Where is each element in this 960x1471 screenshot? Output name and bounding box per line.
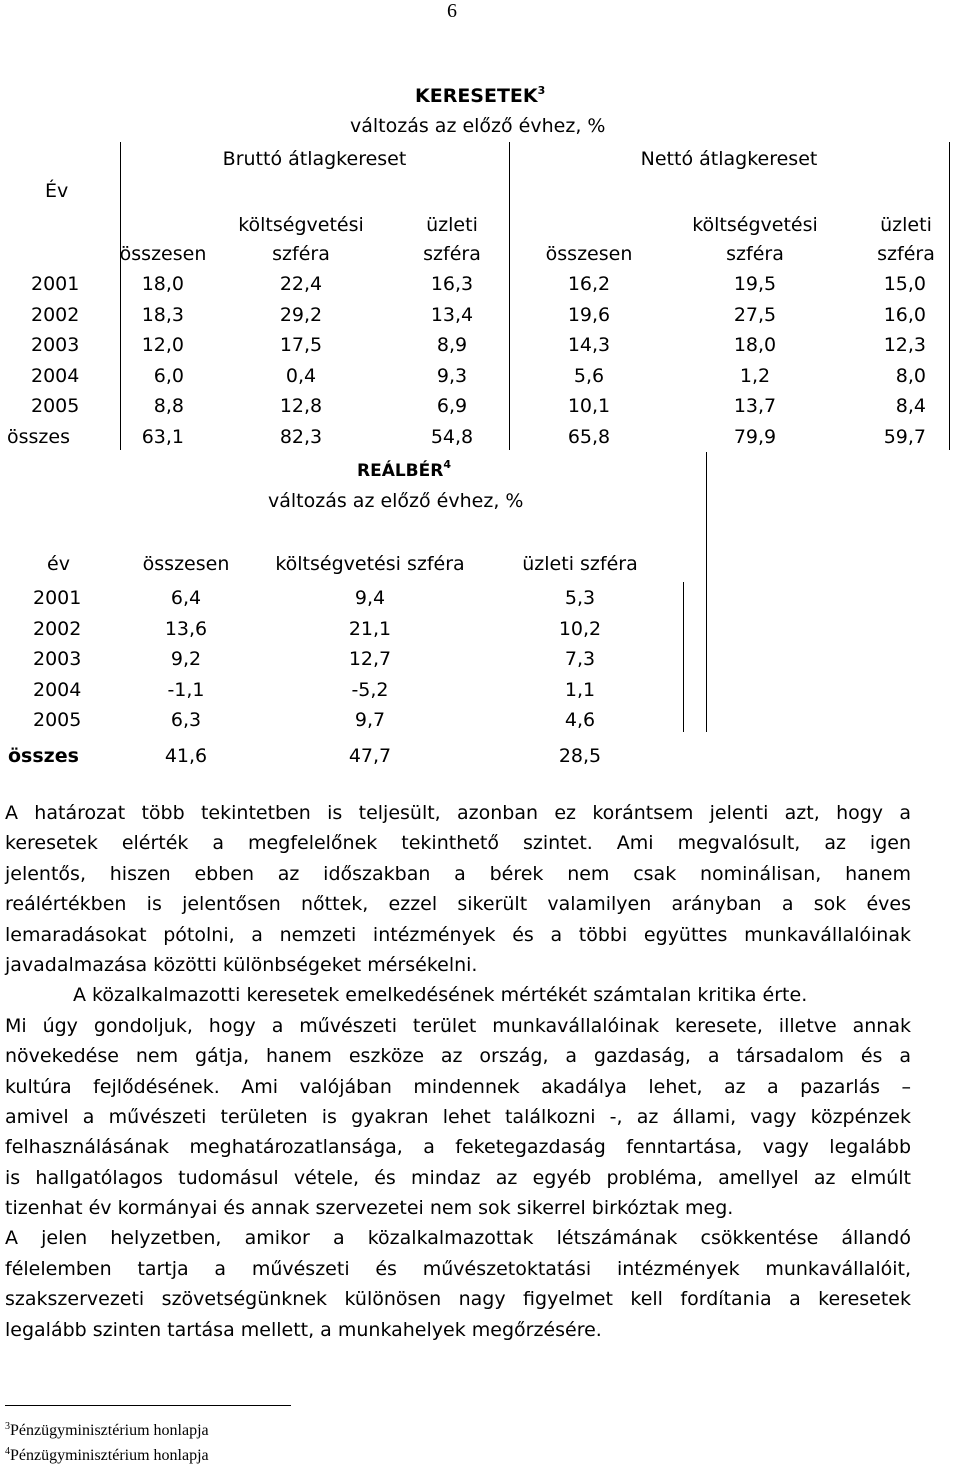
table1-row-label: 2003	[31, 334, 80, 356]
table1-cell: 8,8	[153, 395, 184, 417]
table2-cell: 12,7	[348, 648, 392, 670]
text-line: kultúra fejlődésének. Ami valójában mindennek akadálya lehet, az a pazarlás –	[5, 1075, 911, 1098]
table1-cell: 16,3	[430, 273, 474, 295]
text-line: növekedése nem gátja, hanem eszköze az ország, a gazdaság, a társadalom és a	[5, 1045, 911, 1068]
table1-row-label: 2005	[31, 395, 80, 417]
table1-cell: 18,0	[733, 334, 777, 356]
text-line: reálértékben is jelentősen nőttek, ezzel sikerült valamilyen arányban a sok éves	[5, 893, 911, 916]
text-line: legalább szinten tartása mellett, a munkahelyek megőrzésére.	[5, 1318, 602, 1341]
table1-header-ev: Év	[45, 180, 69, 202]
table1-cell: 16,2	[567, 273, 611, 295]
table2-row-label: 2002	[33, 617, 82, 640]
table1-title	[415, 84, 545, 107]
table2-header-uzleti: üzleti szféra	[522, 553, 638, 575]
table1-cell: 63,1	[141, 425, 184, 448]
table2-row-label: 2001	[33, 587, 82, 609]
table1-cell: 14,3	[567, 334, 611, 356]
table1-cell: 13,7	[733, 395, 777, 417]
table1-cell: 29,2	[279, 303, 323, 326]
footnote-4	[5, 1446, 209, 1465]
text-line: jelentős, hiszen ebben az időszakban a bérek nem csak nominálisan, hanem	[5, 862, 911, 885]
text-line: A jelen helyzetben, amikor a közalkalmazottak létszámának csökkentése állandó	[5, 1227, 911, 1250]
table2-total-uzleti: 28,5	[558, 745, 602, 767]
table1-cell: 9,3	[436, 364, 468, 387]
table1-cell: 5,6	[573, 364, 605, 387]
table1-cell: 18,3	[141, 303, 184, 326]
table1-cell: 19,6	[567, 303, 611, 326]
table1-cell: 12,3	[883, 334, 926, 356]
table2-header-kolt: költségvetési szféra	[275, 553, 465, 575]
table1-sub-osszesen-2: összesen	[545, 243, 633, 265]
table1-cell: 27,5	[733, 303, 777, 326]
table2-cell: -5,2	[351, 678, 389, 701]
table2-cell: 9,7	[354, 709, 386, 731]
table2-border-inner	[683, 582, 684, 732]
table2-header-ev: év	[47, 553, 70, 575]
footnote-4-mark: 4	[5, 1446, 10, 1457]
table2-row-label: 2004	[33, 678, 82, 701]
table2-cell: 5,3	[564, 587, 596, 609]
table1-cell: 12,8	[279, 395, 323, 417]
table1-border-mid	[509, 142, 510, 450]
footnote-ref-3: 3	[537, 84, 546, 97]
table1-subtitle: változás az előző évhez, %	[350, 115, 606, 137]
table1-row-label: 2002	[31, 303, 80, 326]
table2-cell: 10,2	[558, 617, 602, 640]
table2-cell: -1,1	[167, 678, 205, 701]
table1-sub-kolt-1a: költségvetési	[238, 214, 364, 236]
table2-cell: 4,6	[564, 709, 596, 731]
table2-cell: 1,1	[564, 678, 596, 701]
text-line: lemaradásokat pótolni, a nemzeti intézmények és a többi együttes munkavállalóinak	[5, 923, 911, 946]
table1-sub-kolt-1b: szféra	[272, 243, 330, 265]
table1-cell: 82,3	[279, 425, 323, 448]
table1-cell: 15,0	[883, 273, 926, 295]
text-line: is hallgatólagos tudomásul vétele, és mindaz az egyéb probléma, amellyel az elmúlt	[5, 1166, 911, 1189]
text-line: A közalkalmazotti keresetek emelkedésének mértékét számtalan kritika érte.	[73, 984, 808, 1007]
table1-sub-kolt-2b: szféra	[726, 243, 784, 265]
table1-header-brutto: Bruttó átlagkereset	[222, 148, 407, 170]
table1-cell: 19,5	[733, 273, 777, 295]
table2-title	[268, 458, 540, 481]
table2-title-text: REÁLBÉR	[356, 461, 444, 481]
table1-cell: 8,4	[895, 395, 926, 417]
table1-cell: 16,0	[883, 303, 926, 326]
table2-subtitle: változás az előző évhez, %	[268, 490, 524, 512]
table1-cell: 1,2	[739, 364, 771, 387]
text-line: tizenhat év kormányai és annak szervezetei nem sok sikerrel birkóztak meg.	[5, 1197, 734, 1220]
text-line: felhasználásának meghatározatlansága, a feketegazdaság fenntartása, vagy legalább	[5, 1136, 911, 1159]
table1-cell: 59,7	[883, 425, 926, 448]
body-text	[5, 798, 911, 1345]
table1-header-netto: Nettó átlagkereset	[640, 148, 818, 170]
text-line: félelemben tartja a művészeti és művészetoktatási intézmények munkavállalóit,	[5, 1257, 911, 1280]
table1-cell: 65,8	[567, 425, 611, 448]
table1-cell: 18,0	[141, 273, 184, 295]
footnote-3-text: Pénzügyminisztérium honlapja	[10, 1422, 209, 1439]
footnote-3	[5, 1421, 209, 1440]
table1-cell: 8,9	[436, 334, 468, 356]
page-number: 6	[447, 0, 457, 22]
table1-row-label: 2001	[31, 273, 80, 295]
table2-row-label: 2005	[33, 709, 82, 731]
table1-title-text: KERESETEK	[415, 85, 538, 107]
table1-cell: 10,1	[567, 395, 611, 417]
table1-sub-osszesen-1: összesen	[119, 243, 207, 265]
table2-cell: 21,1	[348, 617, 392, 640]
table1-row-label: 2004	[31, 364, 80, 387]
text-line: keresetek elérték a megfelelőnek tekinthető szintet. Ami megvalósult, az igen	[5, 832, 911, 855]
table1-cell: 22,4	[279, 273, 323, 295]
footnote-separator	[5, 1405, 291, 1406]
text-line: Mi úgy gondoljuk, hogy a művészeti terület munkavállalóinak keresete, illetve annak	[5, 1014, 911, 1037]
text-line: amivel a művészeti területen is gyakran lehet találkozni -, az állami, vagy közpénzek	[5, 1105, 911, 1128]
table1-sub-uzleti-1b: szféra	[423, 243, 481, 265]
table2-total-label: összes	[8, 745, 79, 767]
text-line: szakszervezeti szövetségünknek különösen nagy figyelmet kell fordítania a keresetek	[5, 1288, 911, 1311]
table2-cell: 13,6	[164, 617, 208, 640]
table1-cell: 8,0	[895, 364, 926, 387]
table1-cell: 6,0	[153, 364, 184, 387]
table1-cell: 54,8	[430, 425, 474, 448]
table2-cell: 6,4	[170, 587, 202, 609]
table2-cell: 7,3	[564, 648, 596, 670]
footnote-ref-4: 4	[443, 458, 451, 471]
table2-header-osszesen: összesen	[142, 553, 230, 575]
table1-sub-uzleti-2b: szféra	[877, 243, 935, 265]
table2-cell: 9,4	[354, 587, 386, 609]
text-line: javadalmazása közötti különbségeket mérsékelni.	[5, 953, 478, 976]
table1-cell: 0,4	[285, 364, 317, 387]
table1-sub-uzleti-2a: üzleti	[880, 214, 932, 236]
table1-cell: 13,4	[430, 303, 474, 326]
table1-sub-kolt-2a: költségvetési	[692, 214, 818, 236]
table2-total-osszesen: 41,6	[164, 745, 208, 767]
footnote-3-mark: 3	[5, 1421, 10, 1432]
table2-border-right	[706, 452, 707, 732]
table1-border-right	[949, 142, 950, 450]
table1-cell: 12,0	[141, 334, 184, 356]
table1-cell: 79,9	[733, 425, 777, 448]
table2-cell: 9,2	[170, 648, 202, 670]
text-line: A határozat több tekintetben is teljesült, azonban ez korántsem jelenti azt, hogy a	[5, 802, 911, 824]
table1-cell: 6,9	[436, 395, 468, 417]
table1-row-label: összes	[7, 425, 70, 448]
table1-sub-uzleti-1a: üzleti	[426, 214, 478, 236]
table2-row-label: 2003	[33, 648, 82, 670]
footnote-4-text: Pénzügyminisztérium honlapja	[10, 1447, 209, 1464]
table2-total-kolt: 47,7	[348, 745, 392, 767]
table2-cell: 6,3	[170, 709, 202, 731]
table1-cell: 17,5	[279, 334, 323, 356]
